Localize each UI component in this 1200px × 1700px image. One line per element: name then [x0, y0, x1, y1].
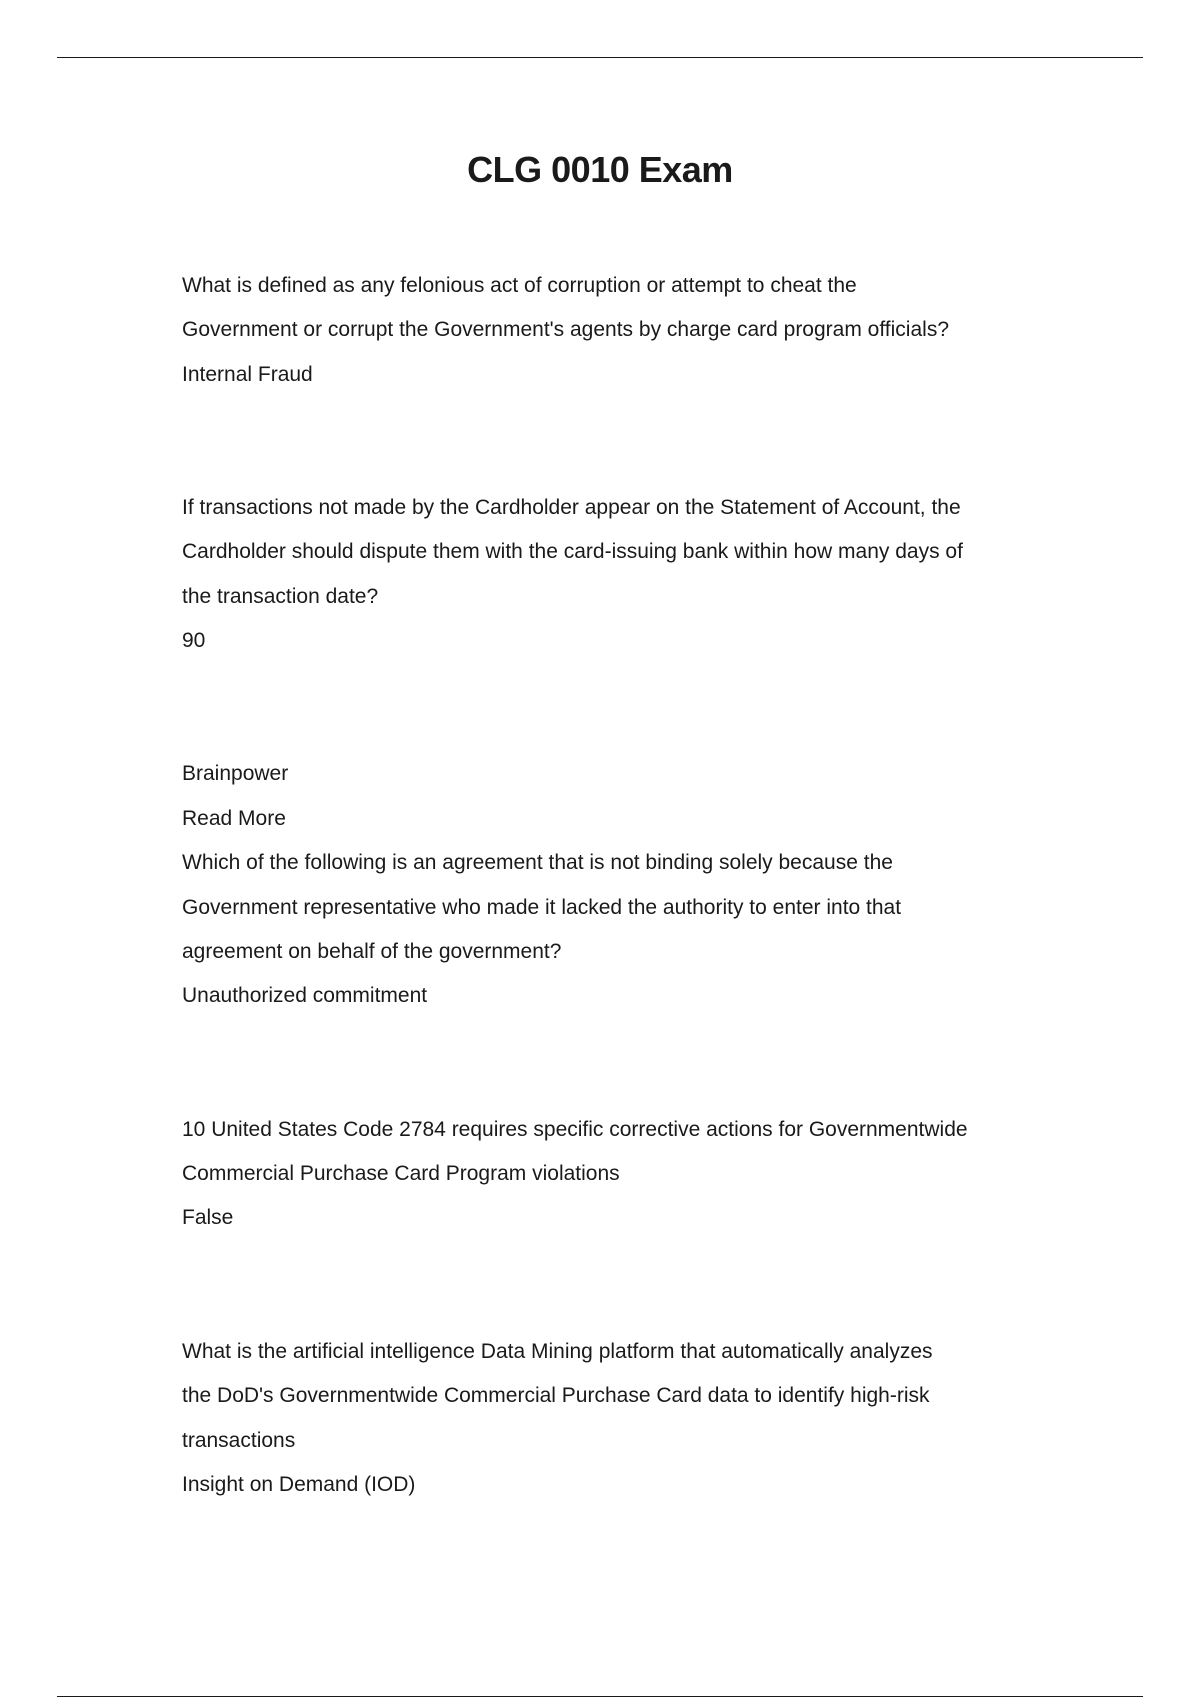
answer: Internal Fraud: [182, 362, 313, 386]
question-line: 10 United States Code 2784 requires specific corrective actions for Governmentwide: [182, 1117, 968, 1141]
read-more-link[interactable]: Read More: [182, 806, 286, 830]
bottom-rule: [57, 1696, 1143, 1697]
qa-item-5: [182, 1330, 1042, 1508]
answer: Insight on Demand (IOD): [182, 1472, 416, 1496]
question-line: Government or corrupt the Government's agents by charge card program officials?: [182, 318, 949, 342]
spacer: [182, 397, 1042, 486]
question-line: Government representative who made it lacked the authority to enter into that: [182, 895, 902, 919]
question-line: What is defined as any felonious act of corruption or attempt to cheat the: [182, 274, 857, 297]
question-line: Commercial Purchase Card Program violations: [182, 1162, 620, 1186]
answer: False: [182, 1206, 234, 1230]
qa-item-1: [182, 264, 1042, 397]
qa-item-3: [182, 752, 1042, 1018]
top-rule: [57, 57, 1143, 58]
document-body: [182, 264, 1042, 1507]
answer: Unauthorized commitment: [182, 984, 428, 1008]
document-title: CLG 0010 Exam: [467, 149, 733, 190]
question-line: If transactions not made by the Cardholder appear on the Statement of Account, the: [182, 496, 961, 520]
spacer: [182, 1019, 1042, 1108]
question-line: the transaction date?: [182, 584, 379, 608]
brainpower-label: Brainpower: [182, 762, 289, 786]
qa-item-2: [182, 486, 1042, 664]
question-line: transactions: [182, 1428, 296, 1452]
spacer: [182, 1241, 1042, 1330]
question-line: Cardholder should dispute them with the card-issuing bank within how many days of: [182, 540, 963, 564]
question-line: What is the artificial intelligence Data Mining platform that automatically analyzes: [182, 1339, 933, 1363]
question-line: Which of the following is an agreement that is not binding solely because the: [182, 851, 893, 875]
qa-item-4: [182, 1108, 1042, 1241]
spacer: [182, 664, 1042, 753]
question-line: agreement on behalf of the government?: [182, 940, 562, 964]
answer: 90: [182, 629, 206, 653]
question-line: the DoD's Governmentwide Commercial Purchase Card data to identify high-risk: [182, 1384, 930, 1408]
